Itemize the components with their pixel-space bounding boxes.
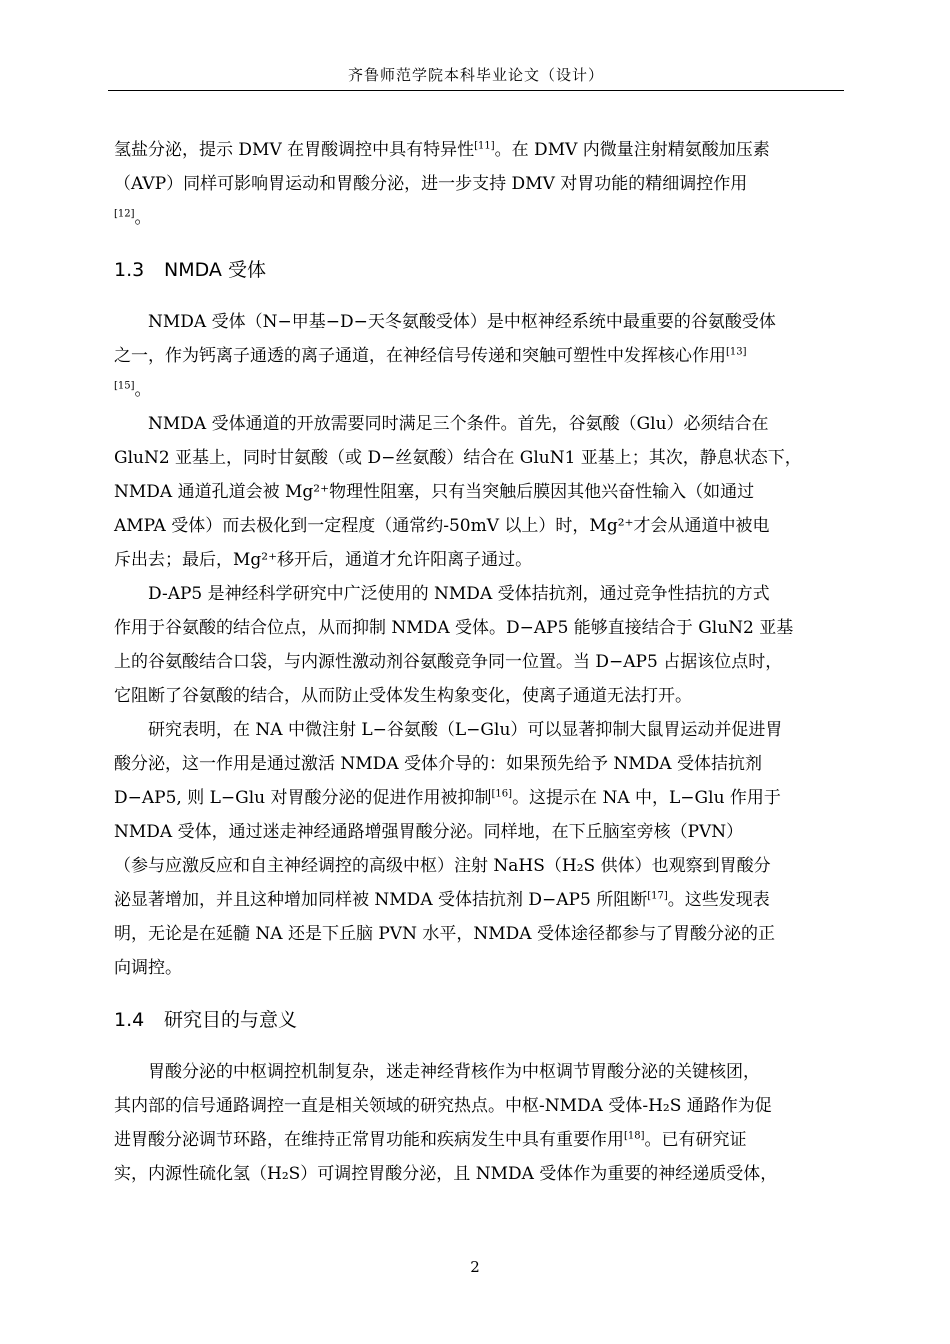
line-text: （AVP）同样可影响胃运动和胃酸分泌，进一步支持 DMV 对胃功能的精细调控作用 bbox=[114, 174, 748, 194]
section-number: 1.4 bbox=[114, 1009, 145, 1031]
text-line bbox=[114, 441, 848, 475]
text-line bbox=[114, 475, 848, 509]
text-line bbox=[114, 201, 848, 235]
line-text: 上的谷氨酸结合口袋，与内源性激动剂谷氨酸竞争同一位置。当 D−AP5 占据该位点时， bbox=[114, 652, 783, 672]
section-title: NMDA 受体 bbox=[164, 259, 266, 281]
citation-ref: [18] bbox=[624, 1130, 645, 1142]
text-line bbox=[114, 747, 848, 781]
text-line bbox=[114, 713, 848, 747]
text-line bbox=[114, 883, 848, 917]
line-text: 泌显著增加，并且这种增加同样被 NMDA 受体拮抗剂 D−AP5 所阻断 bbox=[114, 890, 648, 910]
running-header: 齐鲁师范学院本科毕业论文（设计） bbox=[347, 66, 604, 84]
paragraph-nmda-intro bbox=[114, 305, 848, 407]
text-line bbox=[114, 1089, 848, 1123]
text-line bbox=[114, 1157, 848, 1191]
line-text: D−AP5, 则 L−Glu 对胃酸分泌的促进作用被抑制 bbox=[114, 788, 492, 808]
text-line bbox=[114, 339, 848, 373]
header-rule bbox=[108, 90, 844, 91]
text-line bbox=[114, 917, 848, 951]
line-text-tail: 。在 DMV 内微量注射精氨酸加压素 bbox=[494, 140, 770, 160]
section-title: 研究目的与意义 bbox=[164, 1009, 298, 1031]
line-text: AMPA 受体）而去极化到一定程度（通常约-50mV 以上）时，Mg²⁺才会从通道中被电 bbox=[114, 516, 770, 536]
line-text: 明，无论是在延髓 NA 还是下丘脑 PVN 水平，NMDA 受体途径都参与了胃酸分泌的正 bbox=[114, 924, 775, 944]
line-text-tail: 。已有研究证 bbox=[644, 1130, 747, 1150]
text-line bbox=[114, 645, 848, 679]
citation-ref: [12] bbox=[114, 208, 135, 220]
line-text: （参与应激反应和自主神经调控的高级中枢）注射 NaHS（H₂S 供体）也观察到胃酸分 bbox=[114, 856, 771, 876]
citation-ref: [13] bbox=[726, 346, 747, 358]
line-text: 作用于谷氨酸的结合位点，从而抑制 NMDA 受体。D−AP5 能够直接结合于 GluN2 亚基 bbox=[114, 618, 794, 638]
line-text-tail: 。 bbox=[134, 380, 152, 400]
line-text: 氢盐分泌，提示 DMV 在胃酸调控中具有特异性 bbox=[114, 140, 475, 160]
text-line bbox=[114, 781, 848, 815]
text-line bbox=[114, 815, 848, 849]
line-text: 进胃酸分泌调节环路，在维持正常胃功能和疾病发生中具有重要作用 bbox=[114, 1130, 624, 1150]
citation-ref: [17] bbox=[647, 890, 668, 902]
text-line bbox=[114, 509, 848, 543]
line-text: NMDA 通道孔道会被 Mg²⁺物理性阻塞，只有当突触后膜因其他兴奋性输入（如通过 bbox=[114, 482, 755, 502]
text-line bbox=[114, 133, 848, 167]
text-line bbox=[114, 407, 848, 441]
line-text-tail: 。这些发现表 bbox=[667, 890, 770, 910]
section-number: 1.3 bbox=[114, 259, 145, 281]
text-line bbox=[114, 373, 848, 407]
text-line bbox=[114, 1055, 848, 1089]
line-text: 研究表明，在 NA 中微注射 L−谷氨酸（L−Glu）可以显著抑制大鼠胃运动并促进胃 bbox=[148, 720, 783, 740]
citation-ref: [11] bbox=[474, 140, 495, 152]
paragraph-research-findings bbox=[114, 713, 848, 985]
page-body bbox=[114, 133, 848, 1191]
paragraph-purpose bbox=[114, 1055, 848, 1191]
text-line bbox=[114, 611, 848, 645]
paragraph-d-ap5 bbox=[114, 577, 848, 713]
text-line bbox=[114, 577, 848, 611]
line-text: 斥出去；最后，Mg²⁺移开后，通道才允许阳离子通过。 bbox=[114, 550, 533, 570]
page-number: 2 bbox=[470, 1258, 480, 1276]
line-text: NMDA 受体通道的开放需要同时满足三个条件。首先，谷氨酸（Glu）必须结合在 bbox=[148, 414, 769, 434]
line-text-tail: 。这提示在 NA 中，L−Glu 作用于 bbox=[512, 788, 781, 808]
line-text: 向调控。 bbox=[114, 958, 182, 978]
section-heading-1-4 bbox=[114, 1003, 848, 1037]
text-line bbox=[114, 951, 848, 985]
text-line bbox=[114, 849, 848, 883]
citation-ref: [16] bbox=[491, 788, 513, 800]
line-text: 它阻断了谷氨酸的结合，从而防止受体发生构象变化，使离子通道无法打开。 bbox=[114, 686, 692, 706]
text-line bbox=[114, 1123, 848, 1157]
text-line bbox=[114, 305, 848, 339]
line-text: D-AP5 是神经科学研究中广泛使用的 NMDA 受体拮抗剂，通过竞争性拮抗的方式 bbox=[148, 584, 770, 604]
line-text: GluN2 亚基上，同时甘氨酸（或 D−丝氨酸）结合在 GluN1 亚基上；其次，静息状态下， bbox=[114, 448, 802, 468]
line-text: 实，内源性硫化氢（H₂S）可调控胃酸分泌，且 NMDA 受体作为重要的神经递质受体， bbox=[114, 1164, 778, 1184]
line-text: NMDA 受体（N−甲基−D−天冬氨酸受体）是中枢神经系统中最重要的谷氨酸受体 bbox=[148, 312, 776, 332]
section-heading-1-3 bbox=[114, 253, 848, 287]
line-text-tail: 。 bbox=[134, 208, 152, 228]
line-text: 胃酸分泌的中枢调控机制复杂，迷走神经背核作为中枢调节胃酸分泌的关键核团， bbox=[148, 1062, 760, 1082]
text-line bbox=[114, 543, 848, 577]
line-text: 其内部的信号通路调控一直是相关领域的研究热点。中枢-NMDA 受体-H₂S 通路作为促 bbox=[114, 1096, 772, 1116]
line-text: 酸分泌，这一作用是通过激活 NMDA 受体介导的：如果预先给予 NMDA 受体拮抗剂 bbox=[114, 754, 762, 774]
citation-ref: [15] bbox=[114, 380, 135, 392]
line-text: 之一，作为钙离子通透的离子通道，在神经信号传递和突触可塑性中发挥核心作用 bbox=[114, 346, 726, 366]
text-line bbox=[114, 167, 848, 201]
intro-paragraph bbox=[114, 133, 848, 235]
text-line bbox=[114, 679, 848, 713]
paragraph-nmda-conditions bbox=[114, 407, 848, 577]
line-text: NMDA 受体，通过迷走神经通路增强胃酸分泌。同样地，在下丘脑室旁核（PVN） bbox=[114, 822, 744, 842]
